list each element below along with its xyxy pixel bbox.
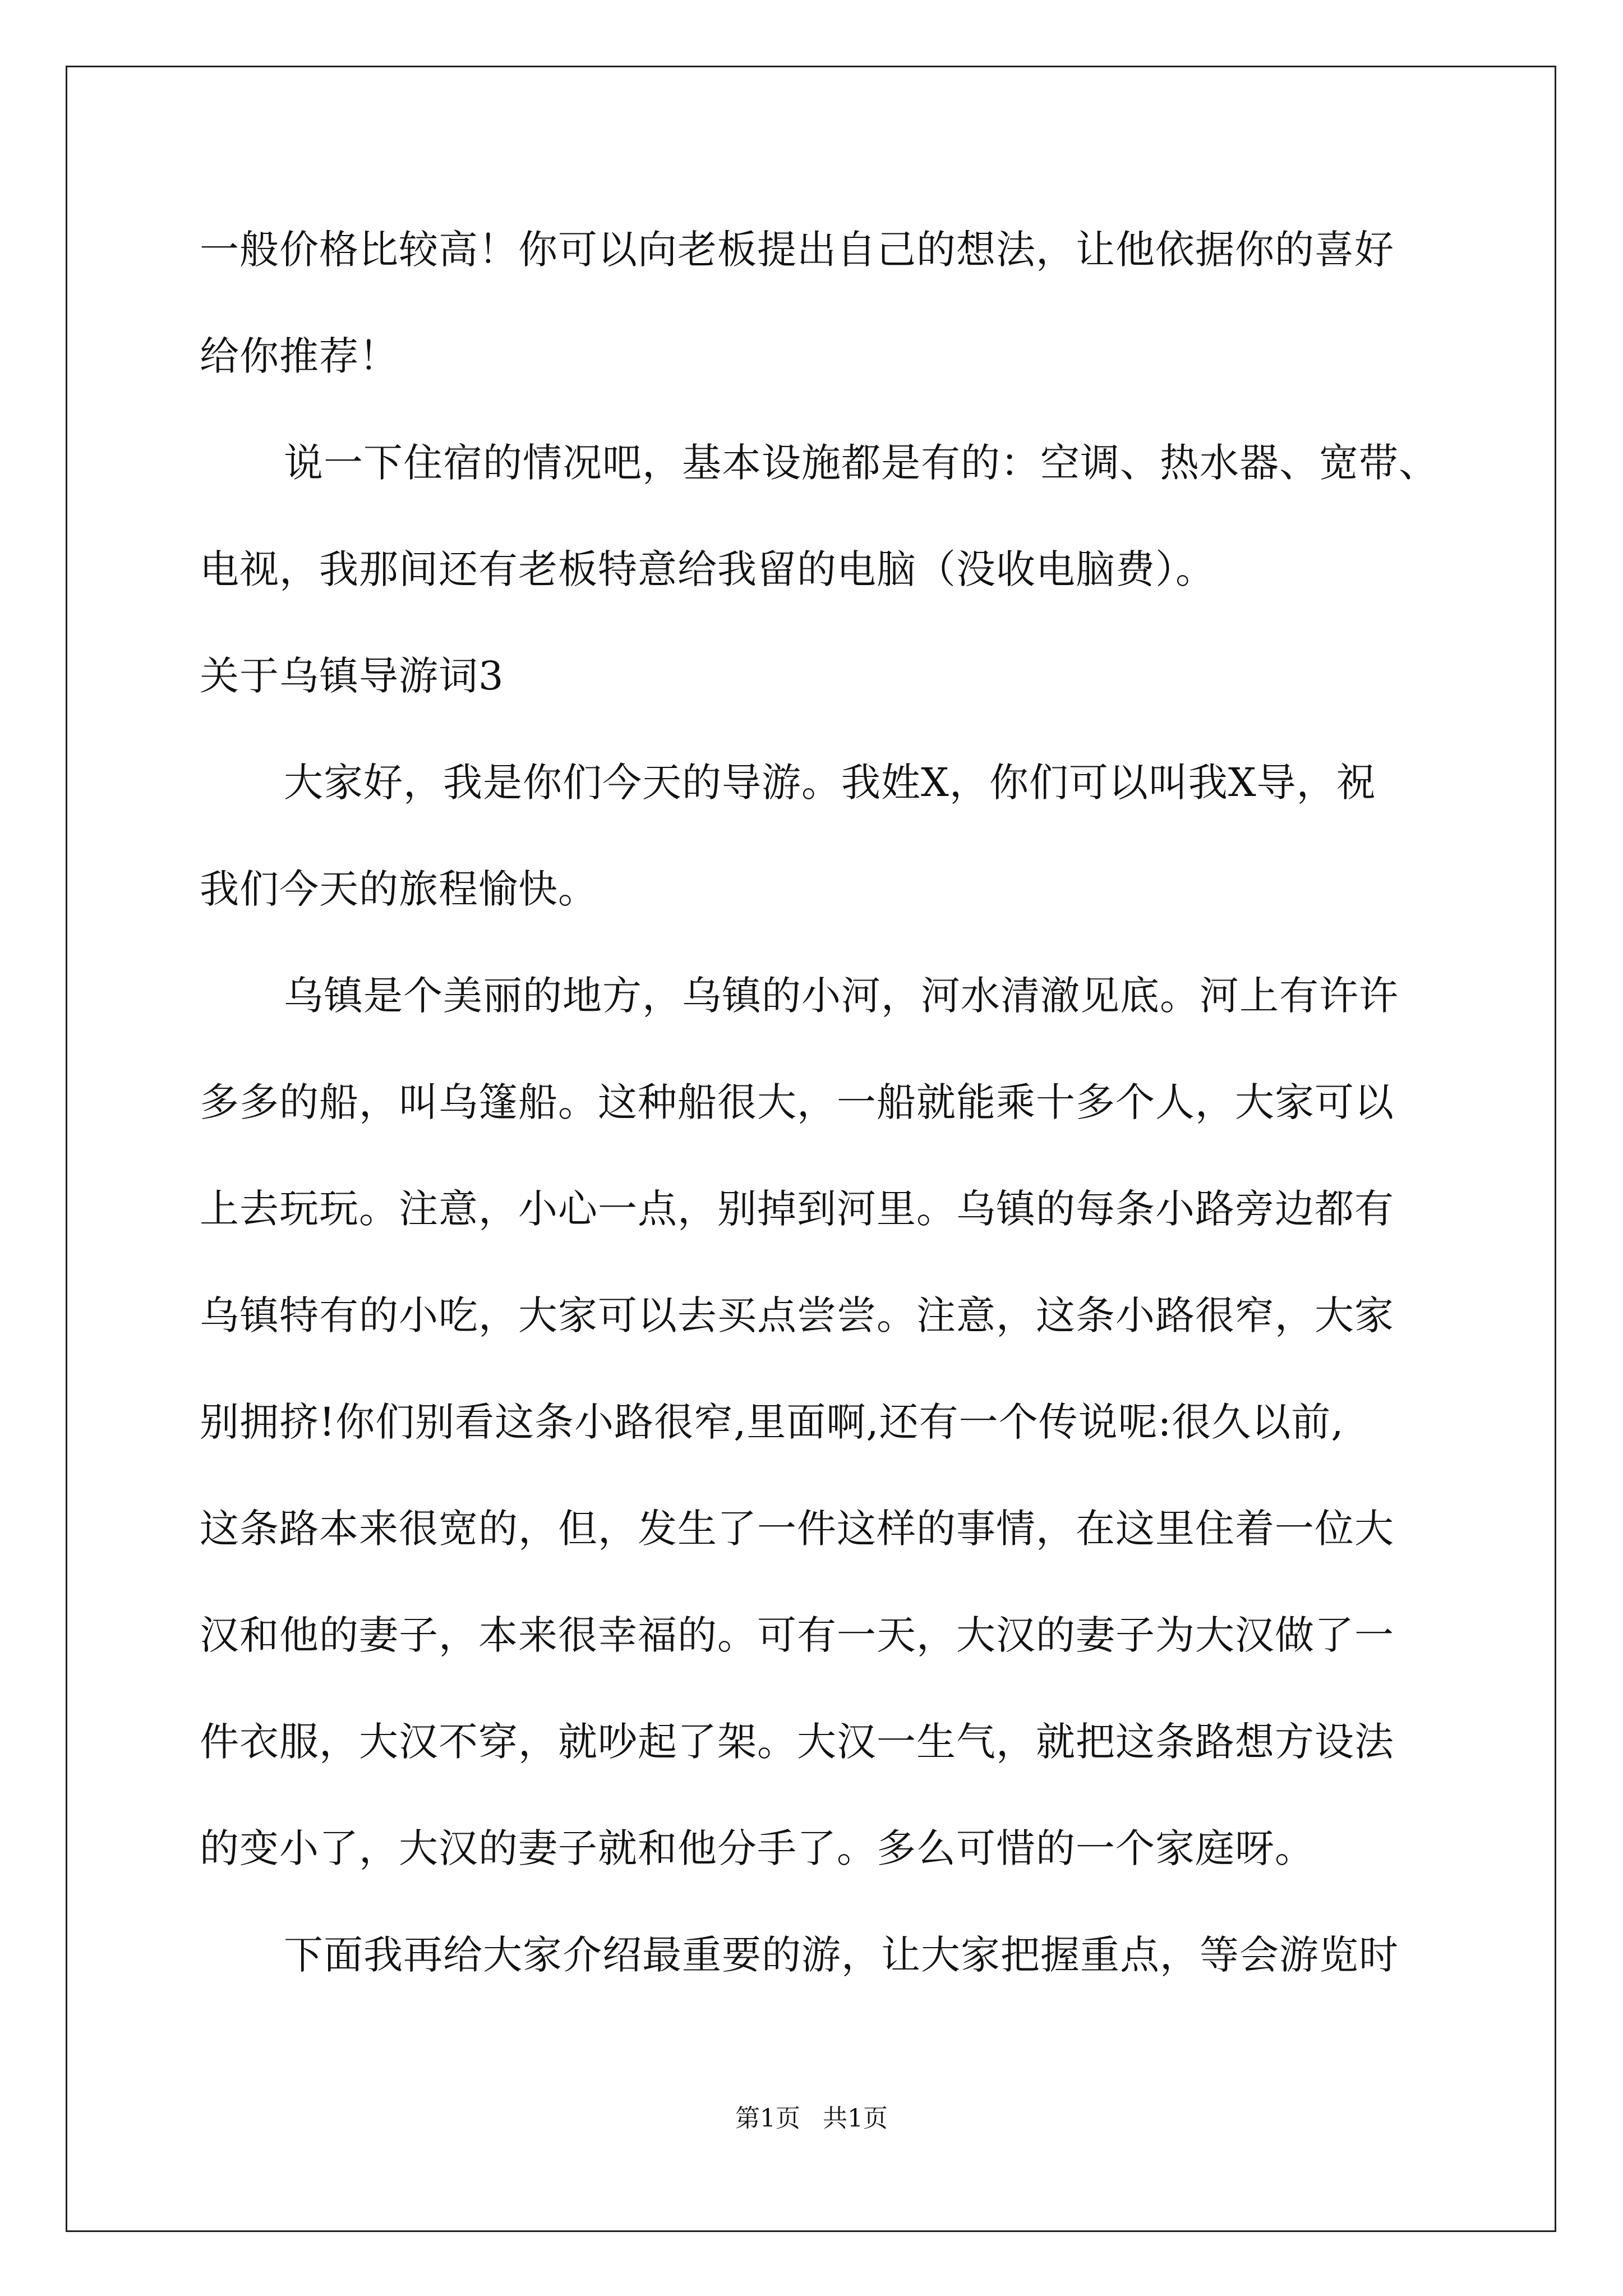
text-line-8: 乌镇是个美丽的地方，乌镇的小河，河水清澈见底。河上有许许 (284, 973, 1399, 1019)
text-line-16: 的变小了，大汉的妻子就和他分手了。多么可惜的一个家庭呀。 (200, 1825, 1315, 1871)
text-line-15: 件衣服，大汉不穿，就吵起了架。大汉一生气，就把这条路想方设法 (200, 1719, 1394, 1765)
text-line-2: 给你推荐！ (200, 333, 399, 379)
text-line-9: 多多的船，叫乌篷船。这种船很大，一船就能乘十多个人，大家可以 (200, 1079, 1394, 1125)
text-line-13: 这条路本来很宽的，但，发生了一件这样的事情，在这里住着一位大 (200, 1506, 1394, 1552)
section-heading: 关于乌镇导游词3 (200, 653, 504, 699)
text-line-1: 一般价格比较高！你可以向老板提出自己的想法，让他依据你的喜好 (200, 227, 1394, 273)
text-line-4: 电视，我那间还有老板特意给我留的电脑（没收电脑费）。 (200, 546, 1215, 592)
page-border (66, 66, 1556, 2232)
text-line-7: 我们今天的旅程愉快。 (200, 866, 598, 912)
text-line-10: 上去玩玩。注意，小心一点，别掉到河里。乌镇的每条小路旁边都有 (200, 1186, 1394, 1232)
text-line-11: 乌镇特有的小吃，大家可以去买点尝尝。注意，这条小路很窄，大家 (200, 1292, 1394, 1338)
text-line-17: 下面我再给大家介绍最重要的游，让大家把握重点，等会游览时 (284, 1932, 1399, 1978)
text-line-12: 别拥挤!你们别看这条小路很窄,里面啊,还有一个传说呢:很久以前, (200, 1399, 1344, 1445)
page-footer (0, 2102, 1623, 2136)
page-number: 第1页 (735, 2104, 800, 2133)
text-line-14: 汉和他的妻子，本来很幸福的。可有一天，大汉的妻子为大汉做了一 (200, 1612, 1394, 1658)
text-line-3: 说一下住宿的情况吧，基本设施都是有的：空调、热水器、宽带、 (284, 440, 1438, 486)
page-total: 共1页 (823, 2104, 888, 2133)
text-line-6: 大家好，我是你们今天的导游。我姓X，你们可以叫我X导，祝 (284, 760, 1376, 806)
